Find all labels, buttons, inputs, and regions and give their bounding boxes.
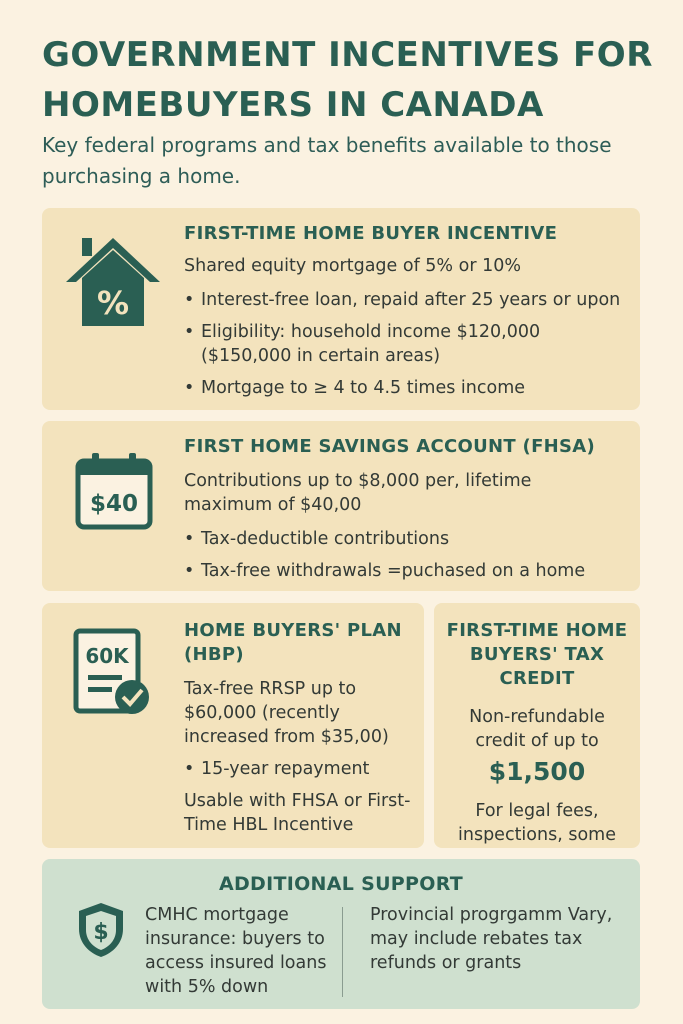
card-home-buyers-plan [42, 603, 424, 848]
card-first-home-savings-account [42, 421, 640, 591]
list-item: • 15-year repayment [184, 757, 414, 781]
list-item: • Tax-deductible contributions [184, 527, 629, 551]
shield-dollar-icon [76, 901, 126, 963]
calendar-money-icon-label: $40 [89, 491, 139, 517]
card-heading: FIRST-TIME HOME BUYER INCENTIVE [184, 223, 558, 244]
card-summary: Contributions up to $8,000 per, lifetime maximum of $40,00 [184, 471, 532, 515]
card-heading: HOME BUYERS' PLAN (HBP) [184, 620, 402, 665]
shield-dollar-icon-label: $ [93, 920, 109, 945]
provincial-programs-text: Provincial progrgamm Vary, may include rebates tax refunds or grants [370, 905, 613, 973]
list-item: • Eligibility: household income $120,000 ($150,000 in certain areas) [184, 320, 629, 368]
additional-support-panel [42, 859, 640, 1009]
page-subtitle: Key federal programs and tax benefits available to those purchasing a home. [42, 133, 612, 188]
list-item: • Interest-free loan, repaid after 25 years or upon [184, 288, 629, 312]
card-summary: Non-refundable credit of up to [469, 707, 605, 751]
support-heading: ADDITIONAL SUPPORT [218, 873, 464, 895]
page-title: GOVERNMENT INCENTIVES FOR HOMEBUYERS IN CANADA [42, 35, 653, 125]
tax-credit-amount: $1,500 [488, 757, 586, 786]
house-percent-icon [64, 236, 162, 332]
card-heading: FIRST HOME SAVINGS ACCOUNT (FHSA) [184, 436, 596, 457]
card-summary: Tax-free RRSP up to $60,000 (recently increased from $35,00) [184, 679, 389, 747]
document-check-icon-label: 60K [85, 644, 129, 668]
list-item: • Tax-free withdrawals =puchased on a home [184, 559, 629, 583]
document-check-icon [72, 627, 156, 723]
card-first-time-home-buyer-incentive [42, 208, 640, 410]
list-item: • Mortgage to ≥ 4 to 4.5 times income [184, 376, 629, 400]
card-footer: For legal fees, inspections, some [458, 801, 616, 845]
calendar-money-icon [74, 451, 154, 535]
column-divider [342, 907, 343, 997]
card-footer: Usable with FHSA or First-Time HBL Incentive [184, 791, 411, 835]
card-heading: FIRST-TIME HOME BUYERS' TAX CREDIT [446, 620, 628, 689]
house-percent-icon-label: % [96, 284, 130, 322]
card-first-time-home-buyers-tax-credit [434, 603, 640, 848]
cmhc-insurance-text: CMHC mortgage insurance: buyers to access insured loans with 5% down [145, 905, 327, 997]
card-summary: Shared equity mortgage of 5% or 10% [184, 256, 521, 276]
